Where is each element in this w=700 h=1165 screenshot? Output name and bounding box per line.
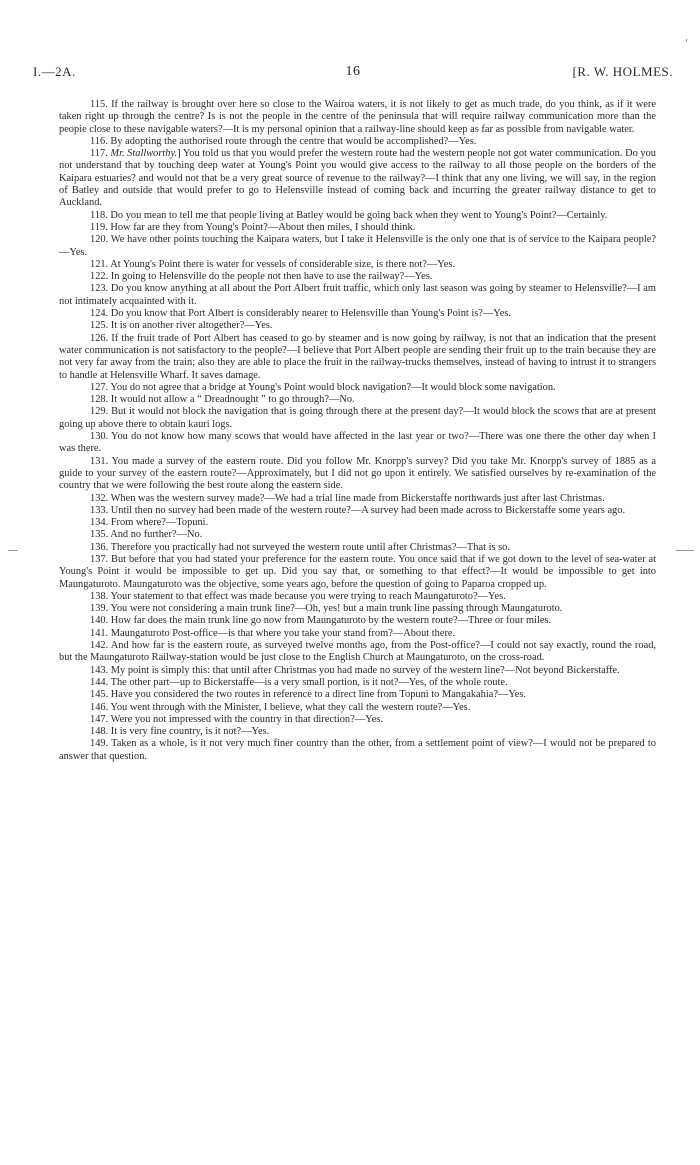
question-answer-paragraph: 137. But before that you had stated your preference for the eastern route. You once said that if we got down to the level of sea-water at Young's Point it would be impossible to get up. Did you say that, or something to that effect?—It would be impossible to get into Maungaturoto. Maungaturoto was the objective, some years ago, before the question of going to Paparoa cropped up. (59, 553, 656, 590)
evidence-text (59, 99, 656, 763)
question-answer-paragraph: 149. Taken as a whole, is it not very much finer country than the other, from a settlement point of view?—I would not be prepared to answer that question. (59, 738, 656, 762)
question-answer-paragraph: 115. If the railway is brought over here so close to the Wairoa waters, it is not likely to get as much trade, do you think, as if it were taken right up through the centre? Is is not the people in the centre of the peninsula that will require railway communication more than the peopie close to these navigable waters?—It is my personal opinion that a railway-line should keep as far as possible from navigable water. (59, 99, 656, 135)
question-answer-paragraph: 129. But it would not block the navigation that is going through there at the present day?—It would block the scows that are at present going up above there to obtain kauri logs. (59, 406, 656, 430)
witness-name: [R. W. HOLMES. (572, 64, 673, 79)
question-answer-paragraph: 121. At Young's Point there is water for vessels of considerable size, is there not?—Yes. (90, 258, 456, 270)
question-answer-paragraph: 147. Were you not impressed with the country in that direction?—Yes. (90, 713, 383, 725)
question-answer-paragraph: 122. In going to Helensville do the people not then have to use the railway?—Yes. (90, 271, 433, 283)
question-answer-paragraph: 144. The other part—up to Bickerstaffe—is a very small portion, is it not?—Yes, of the whole route. (90, 676, 508, 688)
speaker-name: Mr. Stallworthy. (110, 148, 178, 160)
question-answer-paragraph: 145. Have you considered the two routes in reference to a direct line from Topuni to Mangakahia?—Yes. (90, 689, 527, 701)
question-answer-paragraph: 130. You do not know how many scows that would have affected in the last year or two?—There was one there the other day when I was there. (59, 431, 656, 455)
question-answer-paragraph: 143. My point is simply this: that until after Christmas you had made no survey of the western line?—Not beyond Bickerstaffe. (90, 664, 620, 676)
margin-rule (676, 550, 694, 551)
page-number: 16 (345, 64, 361, 79)
parliamentary-paper-reference: I.—2A. (33, 64, 76, 79)
question-answer-paragraph: 119. How far are they from Young's Point?—About then miles, I should think. (90, 221, 416, 233)
question-answer-paragraph: 120. We have other points touching the Kaipara waters, but I take it Helensville is the only one that is of service to the Kaipara people?—Yes. (59, 234, 656, 258)
question-answer-paragraph: 140. How far does the main trunk line go now from Maungaturoto by the western route?—Three or four miles. (90, 615, 552, 627)
question-answer-paragraph: 139. You were not considering a main trunk line?—Oh, yes! but a main trunk line passing through Maungaturoto. (90, 603, 563, 615)
question-answer-paragraph: 148. It is very fine country, is it not?—Yes. (90, 726, 270, 738)
question-answer-paragraph: 118. Do you mean to tell me that people living at Batley would be going back when they went to Young's Point?—Certainly. (90, 209, 608, 221)
question-answer-paragraph: 146. You went through with the Minister, I believe, what they call the western route?—Yes. (90, 701, 471, 713)
witness-name-text: R. W. HOLMES. (577, 64, 673, 79)
question-answer-paragraph: 135. And no further?—No. (90, 529, 203, 541)
question-answer-paragraph: 123. Do you know anything at all about the Port Albert fruit traffic, which only last season was going by steamer to Helensville?—I am not intimately acquainted with it. (59, 283, 656, 307)
question-answer-paragraph: 141. Maungaturoto Post-office—is that where you take your stand from?—About there. (90, 627, 456, 639)
margin-tick-mark: ' (685, 38, 688, 49)
question-answer-paragraph: 132. When was the western survey made?—We had a trial line made from Bickerstaffe northwards just after last Christmas. (90, 492, 605, 504)
question-answer-paragraph: 125. It is on another river altogether?—Yes. (90, 320, 273, 332)
question-answer-paragraph: 133. Until then no survey had been made of the western route?—A survey had been made across to Bickerstaffe some years ago. (90, 504, 626, 516)
question-answer-paragraph: 124. Do you know that Port Albert is considerably nearer to Helensville than Young's Point is?—Yes. (90, 308, 512, 320)
question-answer-paragraph: 128. It would not allow a “ Dreadnought ” to go through?—No. (90, 394, 355, 406)
question-answer-paragraph: 126. If the fruit trade of Port Albert has ceased to go by steamer and is now going by railway, is not that an indication that the present water communication is not satisfactory to the people?—I believe that Port Albert people are sending their fruit up to the train because they are not very far away from the train; also they are able to place the fruit in the railway-trucks themselves, instead of having to intrust it to strangers to handle at Helensville Wharf. It saves damage. (59, 332, 656, 381)
question-answer-paragraph: 136. Therefore you practically had not surveyed the western route until after Christmas?—That is so. (90, 541, 510, 553)
question-answer-paragraph: 131. You made a survey of the eastern route. Did you follow Mr. Knorpp's survey? Did you take Mr. Knorpp's survey of 1885 as a guide to your survey of the eastern route?—Approximately, but I did not go upon it entirely. We satisfied ourselves by re-examination of the country that we were following the best route along the eastern side. (59, 455, 656, 492)
margin-rule-left (8, 550, 18, 551)
page-header (33, 64, 673, 84)
question-answer-paragraph: 138. Your statement to that effect was made because you were trying to reach Maungaturoto?—Yes. (90, 590, 506, 602)
question-answer-paragraph: 142. And how far is the eastern route, as surveyed twelve months ago, from the Post-office?—I could not say exactly, round the road, but the Maungaturoto Railway-station would be just close to the English Church at Maungaturoto, on the cross-road. (59, 640, 656, 664)
question-answer-paragraph: 117. Mr. Stallworthy.] You told us that you would prefer the western route had the western people not got water communication. Do you not understand that by touching deep water at Young's Point you would give access to the railway to all those people on the borders of the Kaipara estuaries? and would not that be a very great source of revenue to the railway?—I think that any one living, we will say, in the region of Batley and outside that would prefer to go to Helensville instead of coming back and incurring the greater railway distance to get to Auckland. (59, 148, 656, 209)
question-answer-paragraph: 116. By adopting the authorised route through the centre that would be accomplished?—Yes. (90, 135, 477, 147)
question-answer-paragraph: 127. You do not agree that a bridge at Young's Point would block navigation?—It would block some navigation. (90, 381, 556, 393)
question-answer-paragraph: 134. From where?—Topuni. (90, 517, 209, 529)
